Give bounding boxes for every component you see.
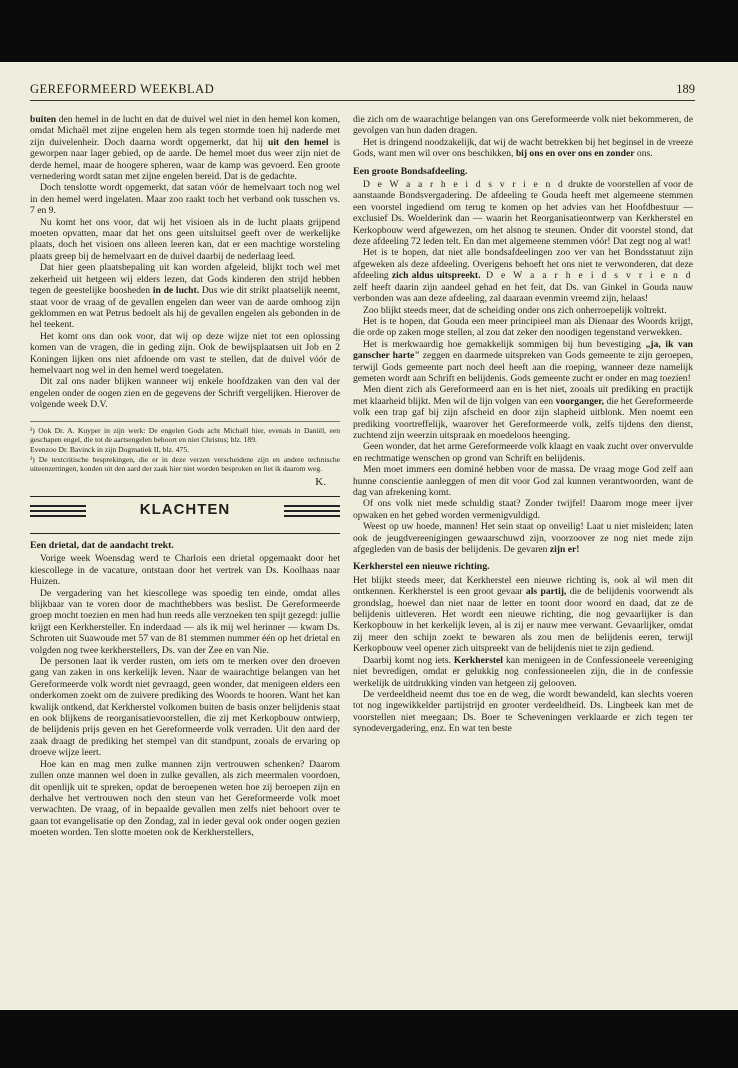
footnote: ¹) Ook Dr. A. Kuyper in zijn werk: De engelen Gods acht Michaël hier, evenals in Daniël, een geschapen engel, die tot de aartsengelen behoort en niet Christus; blz. 189. [30,425,340,444]
paragraph: Het is dringend noodzakelijk, dat wij de wacht betrekken bij het beginsel in de vreeze Gods, want men wil over ons beschikken, bij ons en over ons en zonder ons. [353,136,693,160]
paragraph: buiten den hemel in de lucht en dat de duivel wel niet in den hemel kon komen, omdat Michaël met zijne engelen hem als tegen stormde toen hij naderde met zijn duivelenheir. Doch daarna wordt opgemerkt, dat hij uit den hemel is geworpen naar lager gebied, op de aarde. De hemel moet dus weer zijn niet de derde hemel, maar de hoogere spheren, waar de kamp was gevoerd. Een groote vernedering wordt satan met zijne engelen bereid. Dat is de gedachte. [30,114,340,183]
paragraph: Geen wonder, dat het arme Gereformeerde volk klaagt en vaak zucht over onvervulde en rechtmatige wenschen op grond van Schrift en belijdenis. [353,441,693,464]
banner-rule-bottom [30,533,340,534]
paragraph: De vergadering van het kiescollege was spoedig ten einde, omdat alles blijkbaar van te voren door de machthebbers was beslist. De Gereformeerde groep mocht toezien en men had hun reeds alle verzoeken ten spijt gezegd: jullie krijgt een Kerkhersteller. En inderdaad — als ik mij wel herinner — kwam Ds. Schroten uit Suawoude met 57 van de 81 stemmen nummer één op het drietal en volgden nog twee kerkherstellers, Ds. van der Zee en van Nie. [30,587,340,656]
paragraph: Het is te hopen, dat Gouda een meer principieel man als Dienaar des Woords krijgt, die orde op zaken moge stellen, al zou dat zeker den noodigen tegenstand verwekken. [353,315,693,339]
paragraph: De verdeeldheid neemt dus toe en de weg, die wordt bewandeld, kan slechts voeren tot nog ingewikkelder partijstrijd en grooter verdeeldheid. Ds. Lingbeek kan met de voorstellen niet meegaan; Ds. Boer te Scheveningen verklaarde er zich tegen ter synodevergadering, enz. En wat ten beste [353,688,693,735]
paragraph: Het blijkt steeds meer, dat Kerkherstel een nieuwe richting is, ook al wil men dit ontkennen. Kerkherstel is een groot gevaar als partij, die de belijdenis voorwendt als grondslag, hoewel dan niet naar de letter en toont door woord en daad, dat ze de belijdenis uitleveren. Het wordt een nieuwe richting, die nog gevaarlijker is dan Kerkopbouw in het kerkelijk leven, al is zij er nauw mee verwant. Gevaarlijker, omdat zij meer den schijn zoekt te bewaren als zou men de belijdenis eeren, terwijl Kerkopbouw veel opener zich uitspreekt van de belijdenis niet te zijn gediend. [353,574,693,655]
article-heading: Een drietal, dat de aandacht trekt. [30,539,174,551]
paragraph: Weest op uw hoede, mannen! Het sein staat op onveilig! Laat u niet misleiden; laten ook de jeugdvereenigingen gewaarschuwd zijn, voorzoover ze nog niet mede zijn afgegleden van de basis der belijdenis. De gevaren zijn er! [353,521,693,556]
banner-ornament-right [284,505,340,521]
paragraph: Men moet immers een dominé hebben voor de massa. De vraag moge God zelf aan hunne conscientie aanleggen of men dit voor God zal kunnen verantwoorden, want de dag van afrekening komt. [353,464,693,498]
left-column [30,114,340,1004]
paragraph: Dat hier geen plaatsbepaling uit kan worden afgeleid, blijkt toch wel met zekerheid uit hetgeen wij elders lezen, dat Gods kinderen den strijd hebben tegen de geestelijke boosheden in de lucht. Dus wie dit strikt plaatselijk neemt, staat voor de vraag of de gevallen engelen dan weer van de aarde omhoog zijn geklommen en wat Petrus bedoelt als hij de gevallen engelen als gebonden in de hel teekent. [30,262,340,331]
paragraph: Of ons volk niet mede schuldig staat? Zonder twijfel! Daarom moge meer ijver opwaken en het gebed worden vermenigvuldigd. [353,498,693,521]
paragraph: Vorige week Woensdag werd te Charlois een drietal opgemaakt door het kiescollege in de vacature, ontstaan door het vertrek van Ds. Koolhaas naar Huizen. [30,553,340,588]
scan-border-top [0,0,738,62]
scan-border-bottom [0,1010,738,1068]
article-heading: Een groote Bondsafdeeling. [353,165,468,177]
newspaper-page [0,62,738,1010]
section-title: KLACHTEN [139,500,231,518]
paragraph: Men dient zich als Gereformeerd aan en is het niet, zooals uit prediking en practijk met klaarheid blijkt. Men wil de lijn volgen van een voorganger, die het Gereformeerde volk een trap gaf bij zijn afscheid en door zijn slapheid uitblonk. Men noemt een prediking voortreffelijk, waarover het Gereformeerde volk, zelfs tijdens den dienst, zuchtend zijn weerzin uitspraak en moedeloos heenging. [353,384,693,441]
paragraph: Zoo blijkt steeds meer, dat de scheiding onder ons zich onherroepelijk voltrekt. [363,304,667,316]
right-column [353,114,693,1004]
footnotes [30,421,340,473]
paragraph: Het komt ons dan ook voor, dat wij op deze wijze niet tot een oplossing komen van de vragen, die in geding zijn. Ook de bewijsplaatsen uit Job en 2 Koningen lijken ons niet afdoende om vast te stellen, dat de duivel vóór de hemelvaart nog wel in den hemel werd toegelaten. [30,330,340,376]
paragraph: Het is merkwaardig hoe gemakkelijk sommigen bij hun bevestiging „ja, ik van ganscher harte" zeggen en daarmede uitspreken van Gods gemeente te zijn geroepen, terwijl Gods gemeente part noch deel heeft aan die roeping, wanneer deze namelijk gemeten wordt aan Schrift en belijdenis. Gods gemeente zucht er onder en mag toezien! [353,338,693,384]
page-header [30,80,695,101]
footnote: ²) De textcritische besprekingen, die er in deze verzen verscheidene zijn en andere technische uiteenzettingen, konden uit den aard der zaak hier niet worden besproken en liet ik daarom weg. [30,454,340,473]
paragraph: Doch tenslotte wordt opgemerkt, dat satan vóór de hemelvaart toch nog wel in den hemel werd ingelaten. Maar zoo raakt toch het verband ook tusschen vs. 7 en 9. [30,182,340,217]
paragraph: die zich om de waarachtige belangen van ons Gereformeerde volk niet bekommeren, de gevolgen van hun daden dragen. [353,114,693,137]
paragraph: Daarbij komt nog iets. Kerkherstel kan menigeen in de Confessioneele vereeniging niet bevredigen, omdat er gelukkig nog confessioneelen zijn, die in de confessie werkelijk de uitdrukking vinden van hetgeen zij gelooven. [353,654,693,689]
paragraph: D e W a a r h e i d s v r i e n d drukte de voorstellen af voor de aanstaande Bondsvergadering. De afdeeling te Gouda heeft met algemeene stemmen een voorstel ingediend om terug te komen op het advies van het Hoofdbestuur — exclusief Ds. Woelderink dan — waarin het Reorganisatieontwerp van Kerkherstel en Kerkopbouw werd afgewezen, om het alsnog te steunen. Onder dit voorstel stond, dat deze afdeeling 72 leden telt. En dan met algemeene stemmen vóór! Dat zegt nog al wat! [353,179,693,248]
paragraph: Hoe kan en mag men zulke mannen zijn vertrouwen schenken? Daarom zullen onze mannen wel doen in zulke gevallen, als zich meermalen voordoen, dit openlijk uit te spreken, opdat de beroepenen weten hoe zij beroepen zijn en derhalve het vertrouwen noch den steun van het Gereformeerde volk moet verwachten. De vraag, of in bepaalde gevallen men zelfs niet behoort over te gaan tot evangelisatie op den Zondag, zal in ieder geval ook onder oogen gezien moeten worden. Ten slotte moeten ook de Kerkherstellers, [30,758,340,839]
author-signature: K. [315,475,326,488]
page-number: 189 [676,82,695,96]
article-heading: Kerkherstel een nieuwe richting. [353,561,490,573]
paragraph: Nu komt het ons voor, dat wij het visioen als in de lucht plaats grijpend moeten opvatten, maar dat het ons geen uitsluitsel geeft over de werkelijke plaats, doch het visioen ons alleen leeren kan, dat er een machtige worsteling plaats greep bij de hemelvaart en de duivel daarbij de nederlaag leed. [30,216,340,262]
footnote: Evenzoo Dr. Bavinck in zijn Dogmatiek II, blz. 475. [30,444,190,454]
banner-rule-top [30,496,340,497]
paragraph: Dit zal ons nader blijken wanneer wij enkele hoofdzaken van den val der engelen onder de oogen zien en de gegevens der Schrift vergelijken. Hierover de volgende week D.V. [30,376,340,411]
section-banner [30,496,340,534]
publication-title: GEREFORMEERD WEEKBLAD [30,82,215,96]
paragraph: De personen laat ik verder rusten, om iets om te merken over den droeven gang van zaken in ons kerkelijk leven. Naar de waarachtige belangen van het Gereformeerde volk wordt niet gevraagd, geen wonder, dat menigeen elders een onderkomen zoekt om de zuivere prediking des Woords te hooren. Want het kan kwalijk ontkend, dat Kerkherstel volkomen buiten de basis onzer belijdenis staat en ook blijkens de reorganisatievoorstellen, die zij met Kerkopbouw ontwierp, de belijdenis prijs geven en het Gereformeerde volk verraden. Uit den aard der zaak draagt de prediking het stempel van dit standpunt, zooals de ervaring op droeve wijze leert. [30,656,340,759]
paragraph: Het is te hopen, dat niet alle bondsafdeelingen zoo ver van het Bondsstatuut zijn afgeweken als deze afdeeling. Overigens behoeft het ons niet te verwonderen, dat deze afdeeling zich aldus uitspreekt. D e W a a r h e i d s v r i e n d zelf heeft daarin zijn aandeel gehad en het feit, dat Ds. van Ginkel in Gouda nauw verbonden was aan deze afdeeling, zal daaraan evenmin vreemd zijn, helaas! [353,247,693,305]
